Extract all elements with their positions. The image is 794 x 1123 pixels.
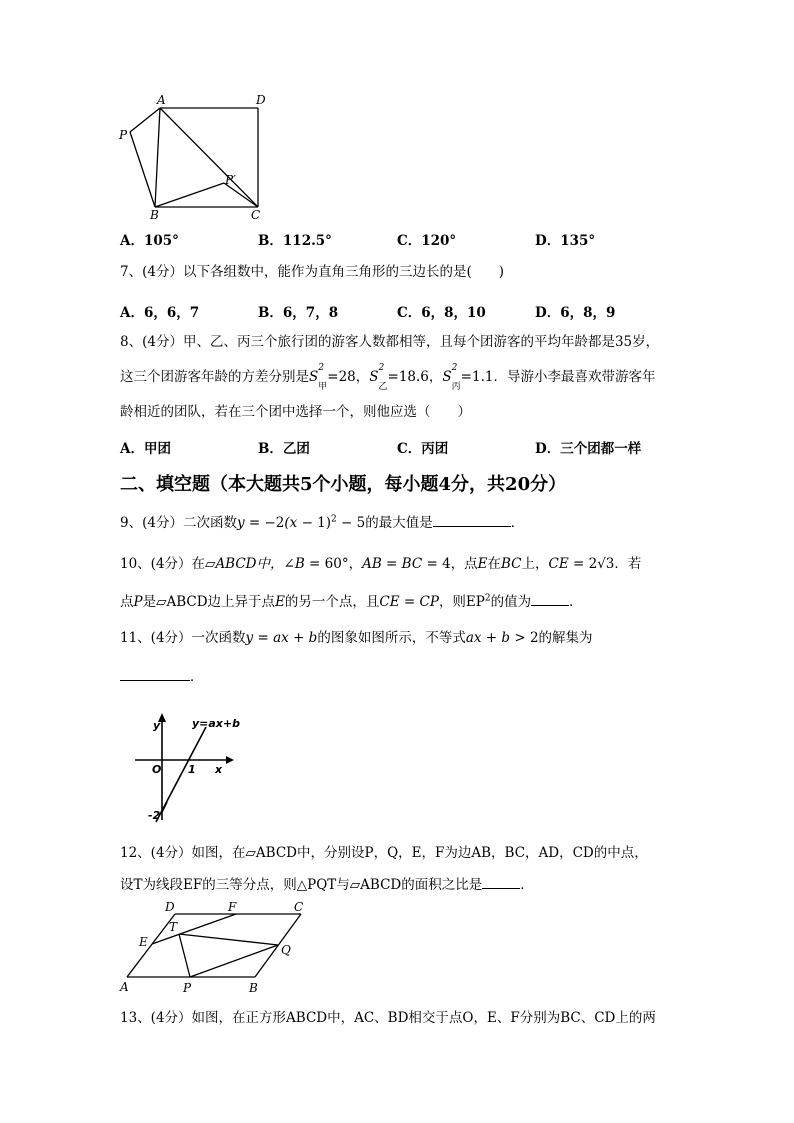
label-neg-two: -2 (148, 809, 161, 822)
q9-answer-blank[interactable] (433, 514, 511, 527)
parallelogram-symbol-2: ▱ (156, 594, 167, 610)
q11-answer-blank[interactable] (120, 668, 190, 681)
label-p: P (119, 128, 128, 142)
label-p-prime: P′ (225, 173, 236, 187)
q8-s-bing-sub: 丙 (451, 381, 461, 392)
q10-line-2: 点P是▱ABCD边上异于点E的另一个点，且CE = CP，则$EP^2$的值为 ． (120, 593, 583, 610)
label-p: P (183, 981, 192, 995)
label-a: A (157, 93, 166, 107)
q9-line (120, 514, 524, 531)
q7-option-a: A．6，6，7 (120, 305, 200, 321)
label-y-axis: y (153, 719, 161, 732)
label-d: D (256, 93, 266, 107)
q8-line-2 (120, 363, 656, 392)
q10-answer-blank[interactable] (531, 593, 569, 606)
label-c: C (251, 208, 261, 222)
edge-da (127, 914, 175, 977)
label-function: y=ax+b (192, 717, 240, 730)
label-b: B (249, 981, 258, 995)
q10-line-1: 10、(4分）在▱ABCD中，∠B = 60°，AB = BC = 4，点E在BC上，CE = 2√3．若 (120, 556, 642, 572)
q11-graph-svg (130, 712, 245, 832)
q7-stem: 7、(4分）以下各组数中，能作为直角三角形的三边长的是( ) (120, 264, 504, 280)
label-one: 1 (188, 763, 196, 776)
parallelogram-symbol-1: ▱ (205, 556, 216, 572)
q8-s-yi-sub: 乙 (378, 381, 388, 392)
q12-figure (115, 896, 315, 996)
q8-s-bing: S 2 $_丙$ (442, 363, 461, 392)
label-a: A (120, 980, 129, 994)
q8-s-jia: S 2 $_甲$ (309, 363, 328, 392)
q6-option-d: D．135° (535, 233, 596, 249)
q8-option-b: B．乙团 (258, 441, 310, 457)
q10-angle-b: ∠B = 60° (283, 556, 349, 572)
segment-tq (179, 934, 278, 945)
q10-ab-bc: AB = BC = 4 (362, 556, 451, 572)
q12-parallelogram-svg (115, 896, 315, 996)
q13-line-1: 13、(4分）如图，在正方形ABCD中，AC、BD相交于点O，E、F分别为BC、CD上的两 (120, 1010, 656, 1026)
q7-option-c: C．6，8，10 (397, 305, 486, 321)
q11-inequality: ax + b > 2 (465, 630, 539, 646)
edge-ab (155, 108, 160, 207)
q6-option-b: B．112.5° (258, 233, 332, 249)
q6-option-c: C．120° (397, 233, 457, 249)
q10-prefix: 10、(4分）在 (120, 556, 206, 572)
q9-prefix: 9、(4分）二次函数 (120, 515, 237, 531)
label-q: Q (281, 943, 291, 957)
label-origin: O (152, 763, 162, 776)
q8-option-a: A．甲团 (120, 441, 171, 457)
label-f: F (228, 900, 237, 914)
q8-line-2-text: 这三个团游客年龄的方差分别是 (120, 369, 309, 385)
edge-ap (130, 108, 160, 132)
label-t: T (169, 920, 178, 934)
x-axis-arrow (226, 756, 234, 764)
q11-figure (130, 712, 245, 832)
q9-suffix: 的最大值是 (365, 515, 433, 531)
q9-end: ． (510, 515, 525, 531)
label-b: B (150, 208, 159, 222)
q8-line-3: 龄相近的团队，若在三个团中选择一个，则他应选（ ） (120, 404, 471, 420)
q8-s-jia-sub: 甲 (318, 381, 328, 392)
edge-bpp (155, 183, 224, 207)
q11-function: y = ax + b (245, 630, 318, 646)
label-d: D (165, 900, 175, 914)
q10-ce-cp: CE = CP (379, 594, 439, 610)
edge-pb (130, 132, 155, 207)
q11-line-2: ． (120, 668, 204, 685)
q8-s-jia-val: =28， (327, 369, 370, 385)
q7-option-d: D．6，8，9 (535, 305, 616, 321)
label-e: E (139, 935, 148, 949)
segment-pt (179, 934, 190, 977)
label-c: C (294, 900, 304, 914)
label-x-axis: x (215, 763, 223, 776)
q8-s-yi: S 2 $_乙$ (369, 363, 388, 392)
q7-option-b: B．6，7，8 (258, 305, 339, 321)
q8-s-bing-val: =1.1．导游小李最喜欢带游客年 (460, 369, 656, 385)
q8-s-yi-val: =18.6， (387, 369, 443, 385)
segment-pq (190, 945, 278, 977)
q10-ce: CE = 2√3 (548, 556, 615, 572)
section-2-heading: 二、填空题（本大题共5个小题，每小题4分，共20分） (120, 474, 567, 495)
q12-answer-blank[interactable] (482, 876, 520, 889)
q11-line-1: 11、(4分）一次函数y = ax + b的图象如图所示，不等式ax + b > 2的解集为 (120, 630, 593, 646)
q8-line-1: 8、(4分）甲、乙、丙三个旅行团的游客人数都相等，且每个团游客的平均年龄都是35岁， (120, 334, 660, 350)
q12-line-1: 12、(4分）如图，在▱ABCD中，分别设P，Q，E，F为边AB，BC，AD，CD的中点， (120, 845, 648, 861)
q9-formula: $y = -2(x - 1)^2 - 5$ (236, 514, 366, 531)
q8-option-c: C．丙团 (397, 441, 449, 457)
q8-option-d: D．三个团都一样 (535, 441, 642, 457)
q6-option-a: A．105° (120, 233, 179, 249)
q6-figure (115, 92, 275, 224)
edge-ac (160, 108, 258, 207)
q10-abcd: ABCD中， (215, 556, 284, 572)
q6-figure-svg (115, 92, 275, 224)
q12-line-2: 设T为线段EF的三等分点，则△PQT与▱ABCD的面积之比是 ． (120, 877, 534, 893)
